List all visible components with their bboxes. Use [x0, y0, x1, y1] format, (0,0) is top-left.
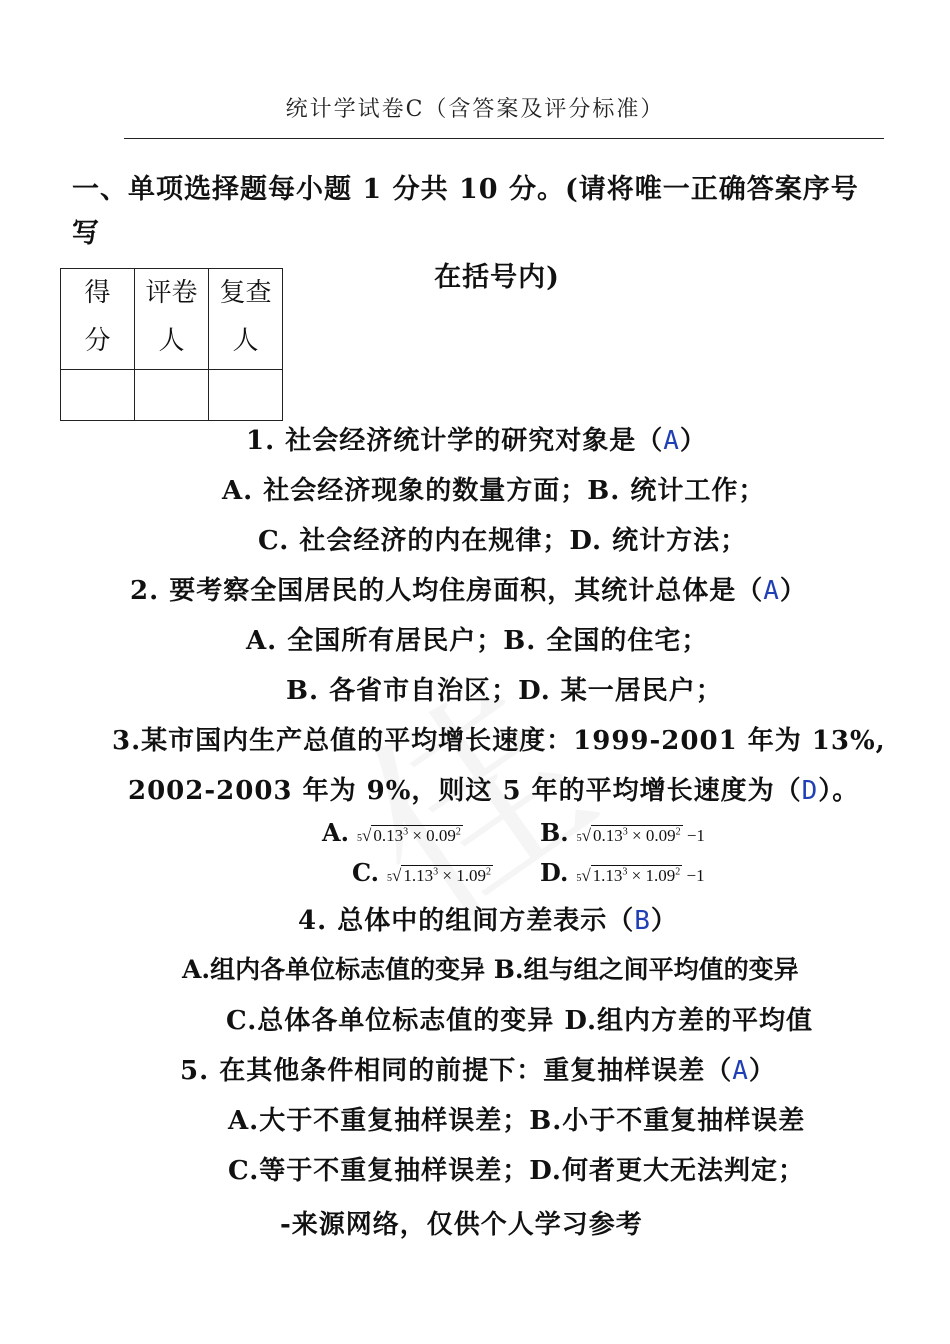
grader-cell-blank[interactable]: [135, 370, 209, 421]
footer-note: -来源网络，仅供个人学习参考: [280, 1210, 643, 1240]
reviewer-cell-header: 复查 人: [209, 269, 283, 370]
question-4-options-line2: C.总体各单位标志值的变异 D.组内方差的平均值: [226, 1006, 814, 1036]
header-divider: [124, 138, 884, 139]
question-4-answer: B: [634, 906, 651, 936]
question-5-options-line2: C.等于不重复抽样误差；D.何者更大无法判定；: [228, 1156, 805, 1186]
score-cell-header: 得 分: [61, 269, 135, 370]
question-4-options-line1: A.组内各单位标志值的变异 B.组与组之间平均值的变异: [182, 955, 799, 984]
question-4-stem: 4. 总体中的组间方差表示（B）: [298, 906, 678, 936]
question-1-answer: A: [663, 426, 680, 456]
question-3-option-d: D. $_5$ √ 1.13$^3$ × 1.09$^2$ −1: [540, 858, 705, 887]
question-1-options-line2: C. 社会经济的内在规律；D. 统计方法；: [258, 526, 748, 556]
question-2-options-line2: B. 各省市自治区；D. 某一居民户；: [286, 676, 723, 706]
question-5-stem: 5. 在其他条件相同的前提下：重复抽样误差（A）: [180, 1056, 776, 1086]
question-5-options-line1: A.大于不重复抽样误差；B.小于不重复抽样误差: [228, 1106, 806, 1136]
question-1-options-line1: A. 社会经济现象的数量方面；B. 统计工作；: [222, 476, 766, 506]
question-3-option-a: A. $_5$ √ 0.13$^3$ × 0.09$^2$: [322, 818, 461, 847]
page-title: 统计学试卷C（含答案及评分标准）: [285, 97, 665, 122]
reviewer-cell-blank[interactable]: [209, 370, 283, 421]
score-table: [60, 268, 283, 421]
section-heading-line2: 在括号内): [434, 262, 560, 293]
question-3-stem-line2: 2002-2003 年为 9%，则这 5 年的平均增长速度为（D）。: [128, 776, 860, 806]
question-3-answer: D: [801, 776, 819, 806]
question-5-answer: A: [732, 1056, 749, 1086]
question-3-stem-line1: 3.某市国内生产总值的平均增长速度：1999-2001 年为 13%,: [112, 726, 886, 756]
question-2-options-line1: A. 全国所有居民户；B. 全国的住宅；: [246, 626, 709, 656]
question-2-answer: A: [763, 576, 780, 606]
question-1-stem: 1. 社会经济统计学的研究对象是（A）: [246, 426, 707, 456]
grader-cell-header: 评卷 人: [135, 269, 209, 370]
section-heading-line1: 一、单项选择题每小题 1 分共 10 分。(请将唯一正确答案序号写: [72, 174, 859, 249]
score-cell-blank[interactable]: [61, 370, 135, 421]
question-2-stem: 2. 要考察全国居民的人均住房面积，其统计总体是（A）: [130, 576, 807, 606]
question-3-option-c: C. $_5$ √ 1.13$^3$ × 1.09$^2$: [352, 858, 491, 887]
question-3-option-b: B. $_5$ √ 0.13$^3$ × 0.09$^2$ −1: [540, 818, 705, 847]
